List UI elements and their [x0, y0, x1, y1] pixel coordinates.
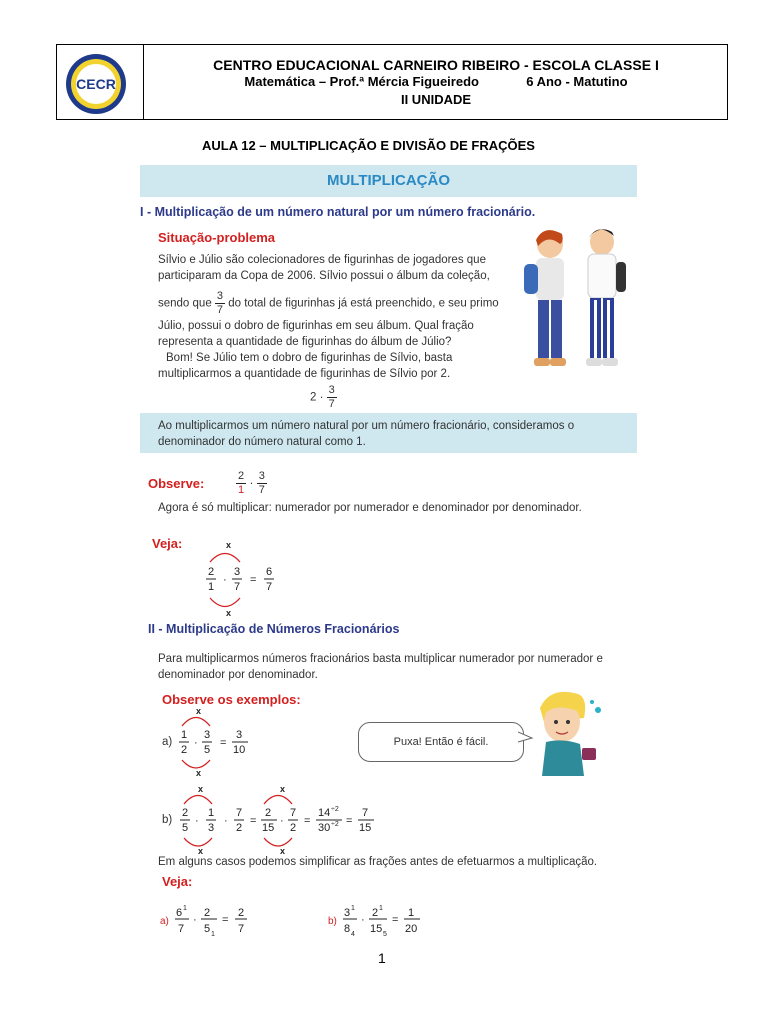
problem-text-2 — [158, 290, 518, 317]
boys-illustration — [518, 224, 638, 376]
svg-text:7: 7 — [234, 581, 241, 593]
svg-text:3: 3 — [208, 822, 215, 834]
svg-text:3: 3 — [234, 566, 241, 578]
section2-heading: II - Multiplicação de Números Fracionários — [148, 622, 400, 636]
svg-text:x: x — [196, 768, 202, 778]
svg-text:·: · — [224, 815, 228, 827]
svg-text:·: · — [280, 815, 284, 827]
svg-text:=: = — [220, 737, 227, 749]
svg-text:10: 10 — [233, 744, 246, 756]
observe-text: Agora é só multiplicar: numerador por numerador e denominador por denominador. — [158, 502, 582, 514]
problem-text-3: Júlio, possui o dobro de figurinhas em seu álbum. Qual fração representa a quantidade de figurinhas do álbum de Júlio? — [158, 320, 474, 348]
logo-text: CECR — [76, 76, 116, 92]
svg-text:20: 20 — [405, 923, 418, 935]
svg-text:7: 7 — [362, 807, 369, 819]
svg-text:14: 14 — [318, 807, 331, 819]
svg-text:1: 1 — [408, 907, 415, 919]
simplify-example-a — [160, 900, 270, 940]
fraction-3-7-c: $\frac{3}{7}$ — [258, 470, 265, 496]
svg-text:=: = — [304, 815, 311, 827]
example-a-label: a) — [162, 736, 173, 748]
teacher-line: Matemática – Prof.ª Mércia Figueiredo — [244, 74, 479, 89]
svg-text:·: · — [193, 914, 197, 926]
simplify-a-label: a) — [160, 916, 169, 927]
svg-text:·: · — [194, 737, 198, 749]
svg-text:2: 2 — [208, 566, 215, 578]
school-name: CENTRO EDUCACIONAL CARNEIRO RIBEIRO - ESCOLA CLASSE I — [213, 57, 659, 73]
svg-text:15: 15 — [359, 822, 372, 834]
svg-text:3: 3 — [236, 729, 243, 741]
simplify-text: Em alguns casos podemos simplificar as frações antes de efetuarmos a multiplicação. — [158, 856, 598, 868]
example-b-label: b) — [162, 814, 173, 826]
situation-heading: Situação-problema — [158, 230, 276, 245]
svg-text:=: = — [250, 815, 257, 827]
simplify-b-label: b) — [328, 916, 337, 927]
problem-text-4: Bom! Se Júlio tem o dobro de figurinhas de Sílvio, basta multiplicarmos a quantidade de figurinhas de Sílvio por 2. — [158, 352, 453, 380]
svg-text:30: 30 — [318, 822, 331, 834]
svg-text:x: x — [280, 846, 286, 856]
problem-text-2b: do total de figurinhas já está preenchido, e seu primo — [228, 297, 499, 310]
svg-text:·: · — [195, 815, 199, 827]
example-b — [162, 784, 402, 856]
svg-text:3: 3 — [204, 729, 211, 741]
svg-text:5: 5 — [204, 744, 211, 756]
svg-text:2: 2 — [372, 907, 379, 919]
expression-2-times-3-7 — [310, 384, 337, 411]
svg-text:7: 7 — [290, 807, 297, 819]
svg-text:x: x — [198, 846, 204, 856]
note-box — [140, 413, 637, 453]
svg-text:2: 2 — [265, 807, 272, 819]
veja-label-2: Veja: — [162, 874, 193, 889]
svg-text:1: 1 — [183, 905, 187, 912]
svg-text:4: 4 — [351, 931, 355, 938]
svg-text:=: = — [222, 914, 229, 926]
svg-text:2: 2 — [236, 822, 243, 834]
fraction-3-7: $\frac{3}{7}$ — [216, 290, 224, 316]
expr-prefix: 2 · — [310, 391, 324, 404]
svg-text:x: x — [226, 540, 232, 550]
section1-heading: I - Multiplicação de um número natural por um número fracionário. — [140, 205, 536, 219]
svg-text:15: 15 — [370, 923, 383, 935]
svg-text:2: 2 — [181, 744, 188, 756]
note-text: Ao multiplicarmos um número natural por um número fracionário, consideramos o denominador do número natural como 1. — [158, 420, 575, 448]
fraction-2-1: $\frac{2}{1}$ — [238, 470, 245, 496]
header-box — [56, 44, 728, 120]
svg-text:2: 2 — [182, 807, 189, 819]
veja-diagram-1 — [196, 540, 296, 618]
girl-illustration — [530, 688, 614, 776]
page-number: 1 — [378, 950, 386, 966]
problem-text-2a: sendo que — [158, 297, 212, 310]
banner-title: MULTIPLICAÇÃO — [326, 172, 451, 189]
lesson-title: AULA 12 – MULTIPLICAÇÃO E DIVISÃO DE FRAÇÕES — [202, 138, 535, 153]
svg-text:8: 8 — [344, 923, 351, 935]
svg-text:3: 3 — [344, 907, 351, 919]
section2-text: Para multiplicarmos números fracionários basta multiplicar numerador por numerador e denominador por denominador. — [158, 653, 603, 681]
svg-text:x: x — [226, 608, 232, 618]
svg-text:=: = — [250, 574, 257, 586]
speech-text: Puxa! Então é fácil. — [393, 736, 489, 748]
svg-text:2: 2 — [290, 822, 297, 834]
svg-text:7: 7 — [236, 807, 243, 819]
class-line: 6 Ano - Matutino — [526, 74, 628, 89]
veja-label-1: Veja: — [152, 536, 183, 551]
svg-text:x: x — [280, 784, 286, 794]
svg-text:5: 5 — [182, 822, 189, 834]
svg-text:2: 2 — [204, 907, 211, 919]
svg-text:1: 1 — [181, 729, 188, 741]
svg-text:7: 7 — [178, 923, 185, 935]
svg-text:1: 1 — [379, 905, 383, 912]
svg-text:·: · — [361, 914, 365, 926]
svg-text:1: 1 — [211, 931, 215, 938]
school-logo — [65, 53, 127, 115]
example-a — [162, 706, 302, 778]
svg-text:1: 1 — [351, 905, 355, 912]
svg-text:÷2: ÷2 — [331, 821, 339, 828]
svg-text:5: 5 — [383, 931, 387, 938]
svg-text:x: x — [198, 784, 204, 794]
examples-label: Observe os exemplos: — [162, 692, 301, 707]
svg-text:5: 5 — [204, 923, 211, 935]
svg-text:=: = — [346, 815, 353, 827]
header-subline — [145, 74, 727, 89]
svg-text:6: 6 — [266, 566, 273, 578]
problem-text-1: Sílvio e Júlio são colecionadores de figurinhas de jogadores que participaram da Copa de 2006. Sílvio possui o álbum da coleção, — [158, 254, 490, 282]
svg-text:1: 1 — [208, 807, 215, 819]
observe-expression: $\frac{2}{1}$ · $\frac{3}{7}$ — [238, 470, 265, 496]
svg-text:·: · — [223, 574, 227, 586]
svg-text:÷2: ÷2 — [331, 806, 339, 813]
speech-bubble — [358, 722, 524, 762]
svg-text:7: 7 — [266, 581, 273, 593]
observe-label: Observe: — [148, 476, 205, 491]
fraction-3-7-b: $\frac{3}{7}$ — [328, 384, 335, 410]
svg-text:15: 15 — [262, 822, 275, 834]
svg-text:x: x — [196, 706, 202, 716]
banner — [140, 165, 637, 197]
svg-text:6: 6 — [176, 907, 183, 919]
svg-text:7: 7 — [238, 923, 245, 935]
svg-text:2: 2 — [238, 907, 245, 919]
svg-text:1: 1 — [208, 581, 215, 593]
simplify-example-b — [328, 900, 438, 940]
unit-line: II UNIDADE — [400, 92, 472, 107]
header-divider — [143, 45, 144, 119]
svg-text:=: = — [392, 914, 399, 926]
